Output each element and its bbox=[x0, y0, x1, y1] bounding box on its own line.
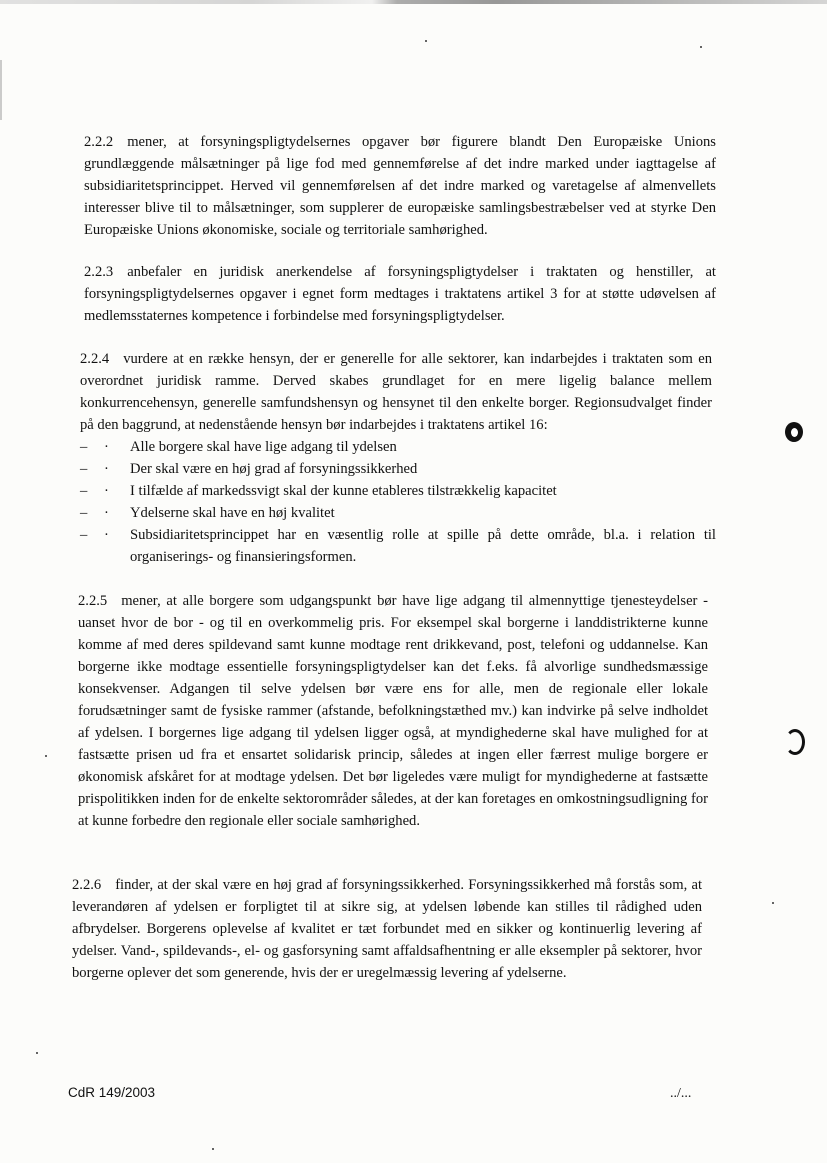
scan-speck bbox=[772, 902, 774, 904]
scan-speck bbox=[700, 46, 702, 48]
paragraph-2-2-5 bbox=[78, 590, 708, 832]
list-item: – · I tilfælde af markedssvigt skal der kunne etableres tilstrækkelig kapacitet bbox=[80, 483, 557, 499]
list-item: – · Ydelserne skal have en høj kvalitet bbox=[80, 505, 335, 521]
scan-edge-artifact bbox=[0, 0, 827, 4]
scan-speck bbox=[212, 1148, 214, 1150]
punch-hole-icon bbox=[785, 729, 805, 755]
list-item: – · Subsidiaritetsprincippet har en væsentlig rolle at spille på dette område, bl.a. i relation til organiserings- og finansieringsformen. bbox=[80, 527, 716, 565]
punch-hole-icon bbox=[785, 422, 803, 442]
paragraph-2-2-2 bbox=[84, 131, 716, 241]
paragraph-text: anbefaler en juridisk anerkendelse af forsyningspligtydelser i traktaten og henstiller, at forsyningspligtydelsernes opgaver i egnet form medtages i traktatens artikel 3 for at støtte udøvelsen af medlemsstaternes kompetence i forbindelse med forsyningspligtydelser. bbox=[84, 264, 716, 324]
paragraph-text: mener, at alle borgere som udgangspunkt bør have lige adgang til almennyttige tjenesteydelser - uanset hvor de bor - og til en overkommelig pris. For eksempel skal borgerne i landdistrikterne kunne komme af med deres spildevand samt kunne modtage rent drikkevand, post, telefoni og uddannelse. Kan borgerne ikke modtage essentielle forsyningspligtydelser kan det f.eks. få alvorlige sundhedsmæssige konsekvenser. Adgangen til selve ydelsen bør være ens for alle, men de regionale eller lokale forudsætninger samt de fysiske rammer (afstande, befolkningstæthed mv.) kan indvirke på selve indholdet af ydelsen. I borgernes lige adgang til ydelsen ligger også, at myndighederne skal have mulighed for at fastsætte prisen ud fra et ensartet solidarisk princip, således at ingen eller færrest mulige borgere er økonomisk afskåret for at modtage ydelsen. Det bør ligeledes være muligt for myndighederne at fastsætte prispolitikken inden for de enkelte sektorområder således, at der kan foretages en omkostningsudligning for at kunne forbedre den regionale eller sociale samhørighed. bbox=[78, 593, 708, 829]
paragraph-number: 2.2.4 bbox=[80, 351, 110, 367]
list-item: – · Der skal være en høj grad af forsyningssikkerhed bbox=[80, 461, 418, 477]
paragraph-number: 2.2.6 bbox=[72, 877, 102, 893]
document-reference: CdR 149/2003 bbox=[68, 1085, 156, 1100]
paragraph-2-2-3 bbox=[84, 261, 716, 327]
scan-speck bbox=[36, 1052, 38, 1054]
paragraph-number: 2.2.3 bbox=[84, 264, 114, 280]
paragraph-2-2-4 bbox=[80, 348, 712, 436]
paragraph-number: 2.2.5 bbox=[78, 593, 108, 609]
criteria-list bbox=[80, 436, 716, 568]
paragraph-2-2-6 bbox=[72, 874, 702, 984]
list-item: – · Alle borgere skal have lige adgang til ydelsen bbox=[80, 439, 397, 455]
paragraph-text: vurdere at en række hensyn, der er generelle for alle sektorer, kan indarbejdes i traktaten som en overordnet juridisk ramme. Derved skabes grundlaget for en mere ligelig balance mellem konkurrencehensyn, generelle samfundshensyn og hensynet til den enkelte borger. Regionsudvalget finder på den baggrund, at nedenstående hensyn bør indarbejdes i traktatens artikel 16: bbox=[80, 351, 712, 433]
continued-marker: ../... bbox=[670, 1086, 692, 1101]
scan-speck bbox=[45, 755, 47, 757]
paragraph-number: 2.2.2 bbox=[84, 134, 114, 150]
paragraph-text: mener, at forsyningspligtydelsernes opgaver bør figurere blandt Den Europæiske Unions grundlæggende målsætninger på lige fod med gennemførelse af det indre marked under iagttagelse af subsidiaritetsprincippet. Herved vil gennemførelsen af det indre marked og varetagelse af almenvellets interesser blive til to målsætninger, som supplerer de europæiske samlingsbestræbelser ved at styrke Den Europæiske Unions økonomiske, sociale og territoriale samhørighed. bbox=[84, 134, 716, 238]
scan-edge-artifact bbox=[0, 60, 2, 120]
paragraph-text: finder, at der skal være en høj grad af forsyningssikkerhed. Forsyningssikkerhed må forstås som, at leverandøren af ydelsen er forpligtet til at sikre sig, at ydelsen løbende kan stilles til rådighed uden afbrydelser. Borgerens oplevelse af kvalitet er tæt forbundet med en sikker og kontinuerlig levering af ydelser. Vand-, spildevands-, el- og gasforsyning samt affaldsafhentning er alle eksempler på sektorer, hvor borgerne oplever det som generende, hvis der er uregelmæssig levering af ydelserne. bbox=[72, 877, 702, 981]
scan-speck bbox=[425, 40, 427, 42]
